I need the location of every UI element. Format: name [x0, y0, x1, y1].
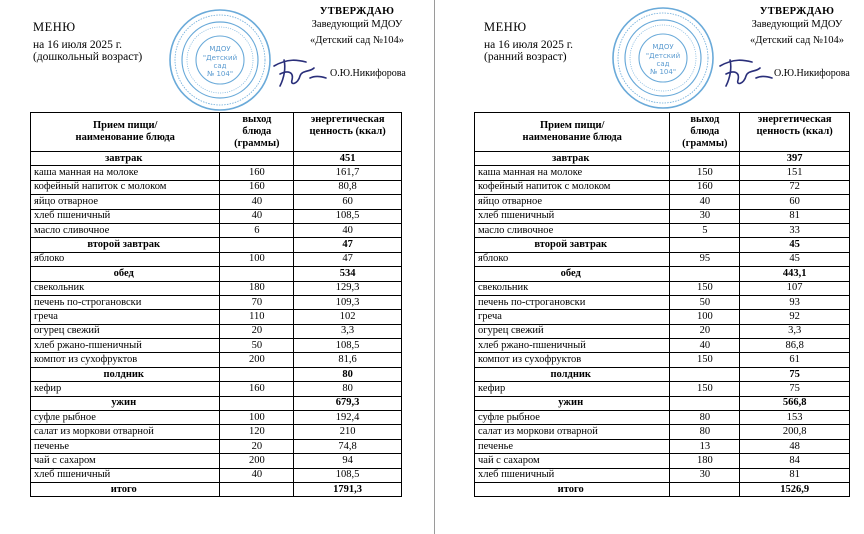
dish-kcal: 108,5	[294, 209, 402, 223]
meal-category-row	[31, 367, 402, 381]
dish-name: свекольник	[31, 281, 220, 295]
dish-name: суфле рыбное	[475, 411, 670, 425]
dish-row	[475, 454, 850, 468]
dish-kcal: 109,3	[294, 295, 402, 309]
dish-weight: 160	[220, 180, 294, 194]
dish-row	[475, 252, 850, 266]
meal-category-row	[31, 152, 402, 166]
dish-row	[475, 223, 850, 237]
meal-category-row	[31, 396, 402, 410]
meal-category-name: второй завтрак	[475, 238, 670, 252]
meal-category-kcal: 75	[740, 367, 850, 381]
dish-row	[31, 353, 402, 367]
approval-institution: «Детский сад №104»	[310, 35, 404, 46]
menu-date: на 16 июля 2025 г.	[33, 39, 123, 51]
meal-category-name: обед	[475, 267, 670, 281]
total-row	[475, 482, 850, 496]
svg-text:№ 104": № 104"	[206, 70, 234, 78]
dish-row	[475, 324, 850, 338]
dish-name: хлеб пшеничный	[475, 209, 670, 223]
meal-category-name: завтрак	[475, 152, 670, 166]
dish-kcal: 192,4	[294, 411, 402, 425]
dish-row	[475, 195, 850, 209]
dish-weight: 100	[670, 310, 740, 324]
dish-kcal: 200,8	[740, 425, 850, 439]
dish-kcal: 81	[740, 209, 850, 223]
dish-row	[31, 382, 402, 396]
dish-kcal: 151	[740, 166, 850, 180]
meal-category-name: ужин	[475, 396, 670, 410]
approval-block	[292, 5, 422, 47]
dish-row	[31, 425, 402, 439]
dish-weight: 30	[670, 468, 740, 482]
signature	[716, 56, 778, 90]
meal-category-kcal: 566,8	[740, 396, 850, 410]
dish-row	[475, 439, 850, 453]
meal-category-row	[475, 396, 850, 410]
meal-weight-cell	[220, 238, 294, 252]
column-header-weight: выход блюда (граммы)	[220, 113, 294, 152]
dish-kcal: 93	[740, 295, 850, 309]
dish-weight: 120	[220, 425, 294, 439]
dish-row	[31, 223, 402, 237]
dish-weight: 20	[670, 324, 740, 338]
dish-kcal: 60	[294, 195, 402, 209]
meal-category-kcal: 534	[294, 267, 402, 281]
dish-kcal: 47	[294, 252, 402, 266]
dish-weight: 20	[220, 324, 294, 338]
meal-weight-cell	[670, 152, 740, 166]
meal-category-kcal: 443,1	[740, 267, 850, 281]
meal-category-row	[31, 238, 402, 252]
dish-weight: 160	[670, 180, 740, 194]
dish-kcal: 107	[740, 281, 850, 295]
dish-name: масло сливочное	[31, 223, 220, 237]
meal-weight-cell	[670, 238, 740, 252]
menu-table	[474, 112, 850, 497]
dish-weight: 150	[670, 281, 740, 295]
dish-name: чай с сахаром	[475, 454, 670, 468]
dish-kcal: 80	[294, 382, 402, 396]
total-label: итого	[31, 482, 220, 496]
dish-name: масло сливочное	[475, 223, 670, 237]
dish-row	[475, 295, 850, 309]
dish-weight: 100	[220, 411, 294, 425]
meal-category-kcal: 679,3	[294, 396, 402, 410]
dish-weight: 95	[670, 252, 740, 266]
dish-kcal: 48	[740, 439, 850, 453]
dish-kcal: 75	[740, 382, 850, 396]
dish-row	[475, 353, 850, 367]
dish-row	[31, 439, 402, 453]
table-header-row	[31, 113, 402, 152]
svg-text:сад: сад	[213, 62, 227, 70]
dish-name: кефир	[475, 382, 670, 396]
dish-name: яйцо отварное	[31, 195, 220, 209]
dish-weight: 40	[670, 339, 740, 353]
dish-row	[31, 468, 402, 482]
meal-category-kcal: 45	[740, 238, 850, 252]
dish-name: хлеб ржано-пшеничный	[31, 339, 220, 353]
dish-kcal: 153	[740, 411, 850, 425]
menu-age-group: (ранний возраст)	[484, 51, 567, 63]
column-header-kcal: энергетическая ценность (ккал)	[740, 113, 850, 152]
dish-weight: 80	[670, 425, 740, 439]
dish-weight: 150	[670, 166, 740, 180]
approval-institution: «Детский сад №104»	[750, 35, 844, 46]
dish-name: салат из моркови отварной	[31, 425, 220, 439]
dish-weight: 150	[670, 353, 740, 367]
signature	[270, 56, 332, 90]
menu-title: МЕНЮ	[484, 20, 527, 34]
dish-name: чай с сахаром	[31, 454, 220, 468]
svg-text:МДОУ: МДОУ	[652, 43, 674, 51]
total-kcal: 1526,9	[740, 482, 850, 496]
approval-title: УТВЕРЖДАЮ	[759, 6, 835, 17]
total-kcal: 1791,3	[294, 482, 402, 496]
dish-kcal: 33	[740, 223, 850, 237]
meal-category-row	[31, 267, 402, 281]
director-name: О.Ю.Никифорова	[774, 68, 850, 79]
menu-header	[33, 21, 142, 63]
table-header-row	[475, 113, 850, 152]
dish-row	[475, 468, 850, 482]
dish-weight: 110	[220, 310, 294, 324]
meal-category-name: ужин	[31, 396, 220, 410]
dish-weight: 200	[220, 353, 294, 367]
dish-kcal: 108,5	[294, 468, 402, 482]
dish-row	[31, 324, 402, 338]
dish-row	[475, 281, 850, 295]
menu-panel-early	[436, 0, 864, 534]
dish-row	[475, 339, 850, 353]
meal-category-kcal: 47	[294, 238, 402, 252]
dish-row	[475, 180, 850, 194]
meal-category-name: обед	[31, 267, 220, 281]
meal-weight-cell	[670, 396, 740, 410]
dish-kcal: 86,8	[740, 339, 850, 353]
dish-name: печень по-строгановски	[31, 295, 220, 309]
menu-header	[484, 21, 573, 63]
dish-weight: 150	[670, 382, 740, 396]
menu-age-group: (дошкольный возраст)	[33, 51, 143, 63]
dish-weight: 180	[670, 454, 740, 468]
dish-weight: 40	[220, 468, 294, 482]
dish-weight: 50	[220, 339, 294, 353]
dish-kcal: 80,8	[294, 180, 402, 194]
dish-kcal: 102	[294, 310, 402, 324]
meal-category-row	[475, 152, 850, 166]
dish-name: хлеб пшеничный	[31, 468, 220, 482]
dish-weight: 40	[220, 195, 294, 209]
meal-weight-cell	[220, 396, 294, 410]
menu-date: на 16 июля 2025 г.	[484, 39, 574, 51]
dish-row	[475, 209, 850, 223]
dish-weight: 200	[220, 454, 294, 468]
meal-category-row	[475, 367, 850, 381]
dish-name: печенье	[475, 439, 670, 453]
dish-row	[31, 339, 402, 353]
dish-row	[475, 425, 850, 439]
meal-category-name: второй завтрак	[31, 238, 220, 252]
dish-name: печенье	[31, 439, 220, 453]
dish-kcal: 210	[294, 425, 402, 439]
dish-row	[31, 180, 402, 194]
approval-position: Заведующий МДОУ	[751, 19, 843, 30]
dish-row	[475, 411, 850, 425]
approval-block	[732, 5, 862, 47]
column-header-dish: Прием пищи/ наименование блюда	[475, 113, 670, 152]
dish-name: хлеб пшеничный	[475, 468, 670, 482]
dish-weight: 6	[220, 223, 294, 237]
meal-weight-cell	[220, 267, 294, 281]
meal-weight-cell	[670, 367, 740, 381]
dish-row	[475, 166, 850, 180]
dish-weight: 100	[220, 252, 294, 266]
svg-text:№ 104": № 104"	[649, 68, 677, 76]
dish-weight: 80	[670, 411, 740, 425]
dish-kcal: 81,6	[294, 353, 402, 367]
dish-name: яблоко	[31, 252, 220, 266]
dish-name: компот из сухофруктов	[475, 353, 670, 367]
dish-row	[31, 454, 402, 468]
dish-weight: 40	[670, 195, 740, 209]
seal-stamp	[167, 7, 273, 113]
meal-category-row	[475, 238, 850, 252]
svg-text:"Детский: "Детский	[645, 52, 681, 60]
menu-table	[30, 112, 402, 497]
svg-text:сад: сад	[656, 60, 670, 68]
meal-category-name: завтрак	[31, 152, 220, 166]
dish-row	[31, 310, 402, 324]
dish-kcal: 92	[740, 310, 850, 324]
dish-name: салат из моркови отварной	[475, 425, 670, 439]
meal-category-name: полдник	[475, 367, 670, 381]
column-header-weight: выход блюда (граммы)	[670, 113, 740, 152]
dish-name: хлеб пшеничный	[31, 209, 220, 223]
dish-name: хлеб ржано-пшеничный	[475, 339, 670, 353]
dish-row	[475, 310, 850, 324]
dish-name: суфле рыбное	[31, 411, 220, 425]
dish-weight: 30	[670, 209, 740, 223]
total-weight-cell	[220, 482, 294, 496]
dish-kcal: 94	[294, 454, 402, 468]
dish-weight: 40	[220, 209, 294, 223]
dish-weight: 180	[220, 281, 294, 295]
dish-kcal: 161,7	[294, 166, 402, 180]
svg-text:"Детский: "Детский	[202, 54, 238, 62]
dish-weight: 13	[670, 439, 740, 453]
seal-stamp	[610, 5, 716, 111]
total-weight-cell	[670, 482, 740, 496]
dish-kcal: 40	[294, 223, 402, 237]
meal-weight-cell	[670, 267, 740, 281]
dish-kcal: 3,3	[294, 324, 402, 338]
dish-kcal: 129,3	[294, 281, 402, 295]
meal-category-kcal: 80	[294, 367, 402, 381]
dish-kcal: 108,5	[294, 339, 402, 353]
svg-text:МДОУ: МДОУ	[209, 45, 231, 53]
dish-name: кефир	[31, 382, 220, 396]
dish-kcal: 72	[740, 180, 850, 194]
menu-title: МЕНЮ	[33, 20, 76, 34]
director-name: О.Ю.Никифорова	[330, 68, 406, 79]
meal-category-kcal: 397	[740, 152, 850, 166]
dish-name: греча	[475, 310, 670, 324]
dish-row	[31, 281, 402, 295]
dish-name: кофейный напиток с молоком	[475, 180, 670, 194]
dish-row	[31, 295, 402, 309]
column-header-kcal: энергетическая ценность (ккал)	[294, 113, 402, 152]
dish-name: компот из сухофруктов	[31, 353, 220, 367]
dish-kcal: 81	[740, 468, 850, 482]
meal-category-kcal: 451	[294, 152, 402, 166]
meal-weight-cell	[220, 152, 294, 166]
meal-category-row	[475, 267, 850, 281]
dish-row	[31, 209, 402, 223]
dish-weight: 70	[220, 295, 294, 309]
dish-name: свекольник	[475, 281, 670, 295]
dish-name: яблоко	[475, 252, 670, 266]
dish-name: печень по-строгановски	[475, 295, 670, 309]
dish-weight: 50	[670, 295, 740, 309]
dish-kcal: 60	[740, 195, 850, 209]
meal-weight-cell	[220, 367, 294, 381]
dish-kcal: 45	[740, 252, 850, 266]
page-divider	[434, 0, 435, 534]
dish-kcal: 84	[740, 454, 850, 468]
dish-name: каша манная на молоке	[31, 166, 220, 180]
dish-name: кофейный напиток с молоком	[31, 180, 220, 194]
dish-row	[31, 252, 402, 266]
total-label: итого	[475, 482, 670, 496]
dish-kcal: 74,8	[294, 439, 402, 453]
dish-row	[31, 411, 402, 425]
dish-weight: 5	[670, 223, 740, 237]
dish-name: греча	[31, 310, 220, 324]
dish-row	[475, 382, 850, 396]
dish-name: каша манная на молоке	[475, 166, 670, 180]
dish-name: огурец свежий	[31, 324, 220, 338]
total-row	[31, 482, 402, 496]
column-header-dish: Прием пищи/ наименование блюда	[31, 113, 220, 152]
dish-row	[31, 195, 402, 209]
dish-row	[31, 166, 402, 180]
approval-position: Заведующий МДОУ	[311, 19, 403, 30]
dish-weight: 160	[220, 382, 294, 396]
meal-category-name: полдник	[31, 367, 220, 381]
dish-kcal: 61	[740, 353, 850, 367]
dish-name: огурец свежий	[475, 324, 670, 338]
dish-weight: 20	[220, 439, 294, 453]
approval-title: УТВЕРЖДАЮ	[319, 6, 395, 17]
dish-weight: 160	[220, 166, 294, 180]
dish-kcal: 3,3	[740, 324, 850, 338]
dish-name: яйцо отварное	[475, 195, 670, 209]
